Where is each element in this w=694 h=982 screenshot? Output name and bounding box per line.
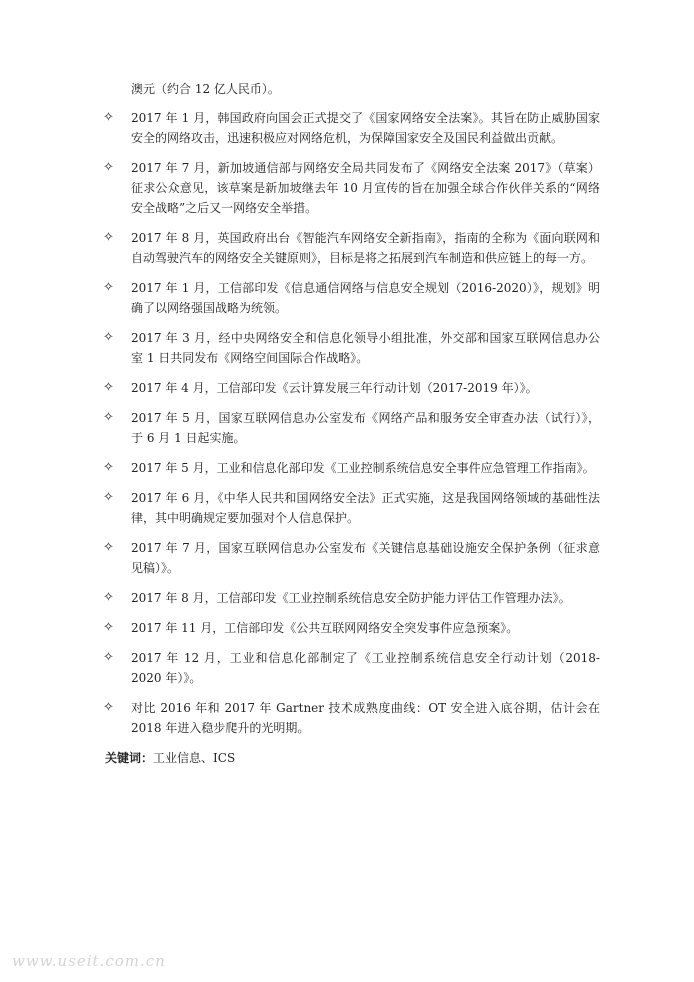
bullet-text: 2017 年 3 月，经中央网络安全和信息化领导小组批准，外交部和国家互联网信息办公室 1 日共同发布《网络空间国际合作战略》。 bbox=[131, 331, 600, 365]
diamond-bullet-icon: ✧ bbox=[103, 160, 114, 175]
bullet-text: 2017 年 7 月，新加坡通信部与网络安全局共同发布了《网络安全法案 2017》（草案）征求公众意见，该草案是新加坡继去年 10 月宣传的旨在加强全球合作伙伴关系的“网络安全战略”之后又一网络安全举措。 bbox=[131, 161, 600, 215]
bullet-text: 2017 年 8 月，英国政府出台《智能汽车网络安全新指南》，指南的全称为《面向联网和自动驾驶汽车的网络安全关键原则》，目标是将之拓展到汽车制造和供应链上的每一方。 bbox=[131, 231, 600, 265]
diamond-bullet-icon: ✧ bbox=[103, 330, 114, 345]
diamond-bullet-icon: ✧ bbox=[103, 540, 114, 555]
diamond-bullet-icon: ✧ bbox=[103, 700, 114, 715]
bullet-item bbox=[100, 698, 600, 738]
keywords-label: 关键词： bbox=[105, 751, 154, 765]
bullet-text: 2017 年 7 月，国家互联网信息办公室发布《关键信息基础设施安全保护条例（征求意见稿）》。 bbox=[131, 541, 600, 575]
bullet-item bbox=[100, 278, 600, 318]
continuation-text: 澳元（约合 12 亿人民币）。 bbox=[131, 82, 280, 96]
bullet-text: 2017 年 5 月，国家互联网信息办公室发布《网络产品和服务安全审查办法（试行）》，于 6 月 1 日起实施。 bbox=[131, 411, 600, 445]
bullet-item bbox=[100, 408, 600, 448]
bullet-item bbox=[100, 328, 600, 368]
bullet-item bbox=[100, 108, 600, 148]
diamond-bullet-icon: ✧ bbox=[103, 460, 114, 475]
bullet-text: 2017 年 1 月，工信部印发《信息通信网络与信息安全规划（2016-2020）》，规划》明确了以网络强国战略为统领。 bbox=[131, 281, 600, 315]
bullet-text: 2017 年 1 月，韩国政府向国会正式提交了《国家网络安全法案》。其旨在防止威胁国家安全的网络攻击，迅速积极应对网络危机，为保障国家安全及国民利益做出贡献。 bbox=[131, 111, 600, 145]
bullet-item bbox=[100, 378, 600, 398]
keywords-line bbox=[105, 748, 235, 768]
diamond-bullet-icon: ✧ bbox=[103, 650, 114, 665]
bullet-text: 2017 年 4 月，工信部印发《云计算发展三年行动计划（2017-2019 年）》。 bbox=[131, 381, 538, 395]
diamond-bullet-icon: ✧ bbox=[103, 490, 114, 505]
diamond-bullet-icon: ✧ bbox=[103, 620, 114, 635]
bullet-item bbox=[100, 488, 600, 528]
bullet-item bbox=[100, 618, 600, 638]
bullet-text: 2017 年 11 月，工信部印发《公共互联网网络安全突发事件应急预案》。 bbox=[131, 621, 519, 635]
diamond-bullet-icon: ✧ bbox=[103, 410, 114, 425]
bullet-text: 2017 年 5 月，工业和信息化部印发《工业控制系统信息安全事件应急管理工作指南》。 bbox=[131, 461, 595, 475]
bullet-text: 对比 2016 年和 2017 年 Gartner 技术成熟度曲线：OT 安全进入底谷期，估计会在 2018 年进入稳步爬升的光明期。 bbox=[131, 701, 600, 735]
bullet-item bbox=[100, 538, 600, 578]
bullet-item bbox=[100, 458, 600, 478]
bullet-text: 2017 年 6 月，《中华人民共和国网络安全法》正式实施，这是我国网络领域的基础性法律，其中明确规定要加强对个人信息保护。 bbox=[131, 491, 600, 525]
bullet-item bbox=[100, 588, 600, 608]
keywords-value: 工业信息、ICS bbox=[153, 751, 236, 765]
bullet-text: 2017 年 12 月，工业和信息化部制定了《工业控制系统信息安全行动计划（2018-2020 年）》。 bbox=[131, 651, 600, 685]
diamond-bullet-icon: ✧ bbox=[103, 380, 114, 395]
bullet-item bbox=[100, 228, 600, 268]
bullet-item bbox=[100, 158, 600, 218]
diamond-bullet-icon: ✧ bbox=[103, 590, 114, 605]
bullet-text: 2017 年 8 月，工信部印发《工业控制系统信息安全防护能力评估工作管理办法》。 bbox=[131, 591, 571, 605]
diamond-bullet-icon: ✧ bbox=[103, 110, 114, 125]
bullet-list bbox=[100, 108, 600, 748]
bullet-item bbox=[100, 648, 600, 688]
diamond-bullet-icon: ✧ bbox=[103, 280, 114, 295]
diamond-bullet-icon: ✧ bbox=[103, 230, 114, 245]
watermark-text: www.useit.com.cn bbox=[12, 952, 166, 970]
